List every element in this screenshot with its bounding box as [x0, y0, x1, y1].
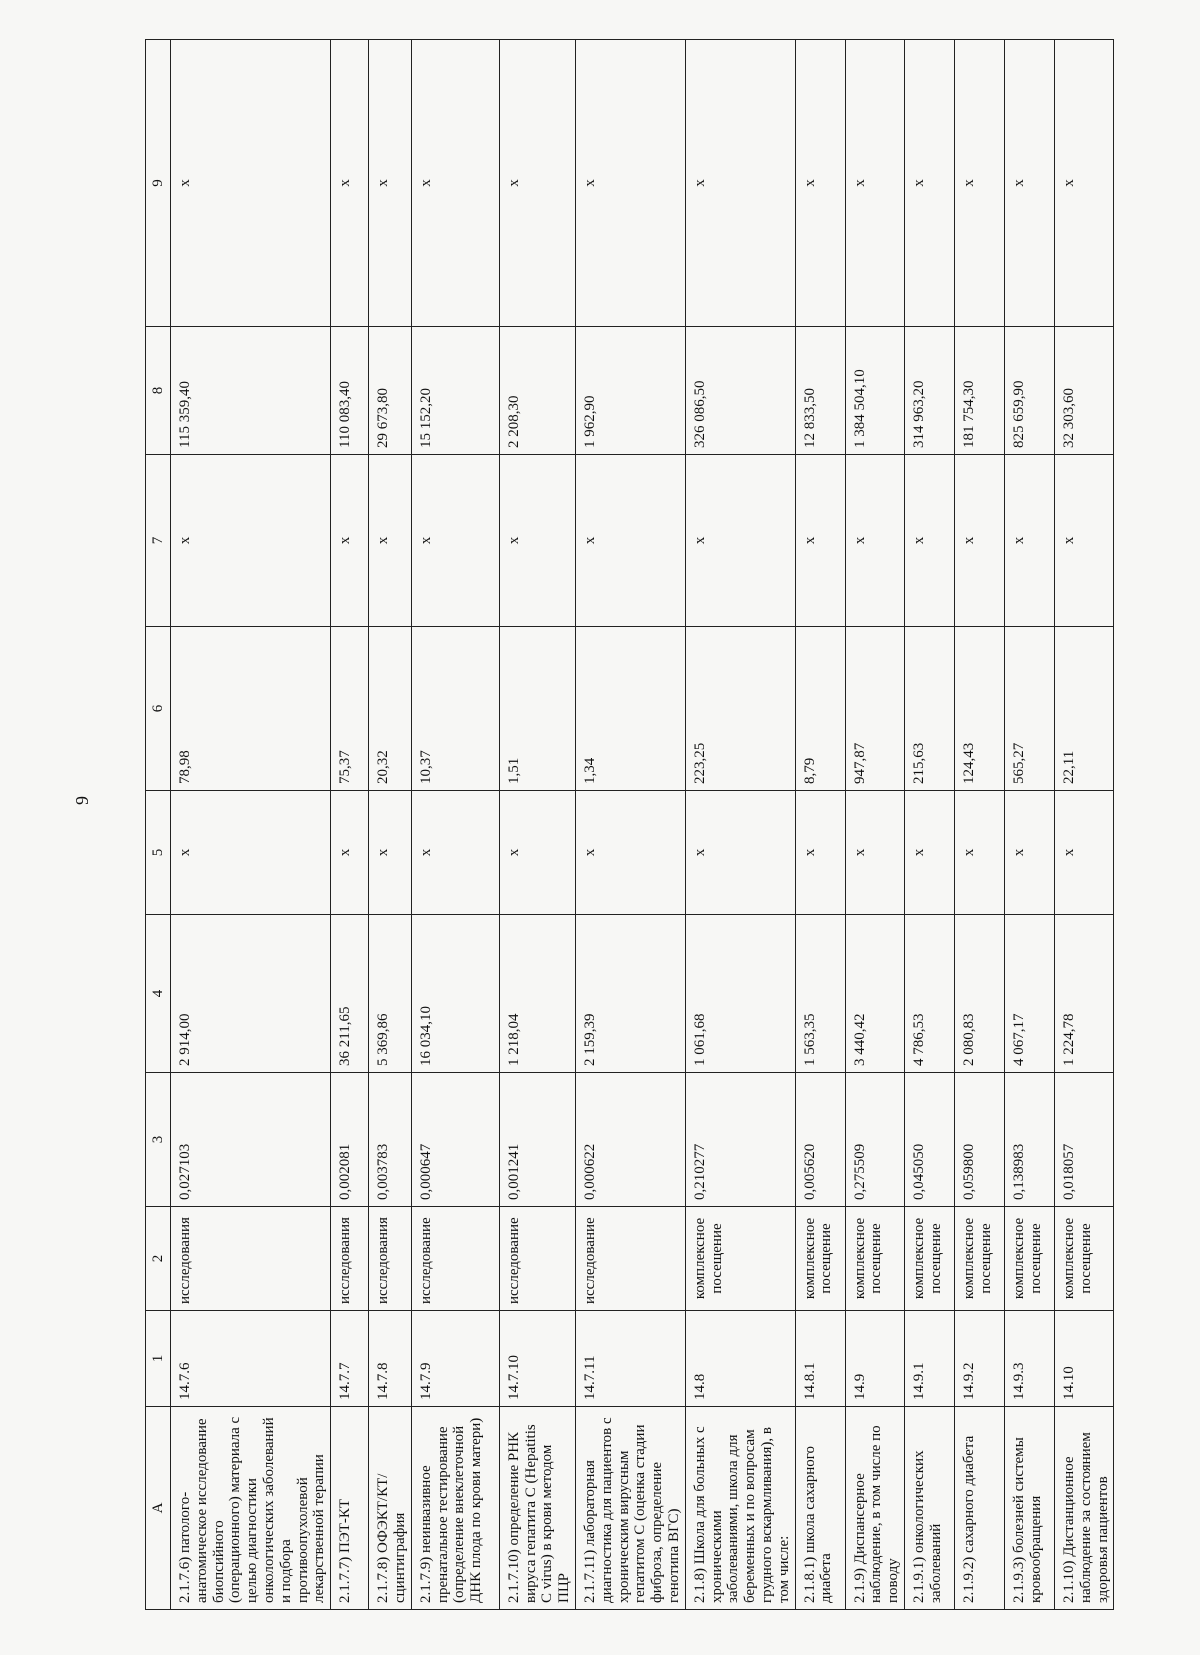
column-header-9: 9	[146, 40, 171, 327]
row-col-6: 124,43	[954, 627, 1004, 791]
row-name: 2.1.9.3) болезней системы кровообращения	[1004, 1407, 1054, 1610]
row-name: 2.1.7.6) патолого-анатомическое исследование биопсийного (операционного) материала с целью диагностики онкологических заболеваний и подбора противоопухолевой лекарственной терапии	[171, 1407, 331, 1610]
row-code: 14.9.2	[954, 1311, 1004, 1407]
row-unit: исследования	[331, 1207, 369, 1311]
table-row	[575, 40, 685, 1610]
row-col-3: 0,210277	[685, 1073, 795, 1207]
column-header-8: 8	[146, 327, 171, 455]
row-unit: комплексное посещение	[1054, 1207, 1113, 1311]
row-col-5: х	[1004, 791, 1054, 915]
row-col-5: х	[904, 791, 954, 915]
row-col-6: 10,37	[411, 627, 499, 791]
row-unit: исследования	[171, 1207, 331, 1311]
row-col-4: 5 369,86	[369, 915, 412, 1073]
row-col-5: х	[685, 791, 795, 915]
row-col-9: х	[499, 40, 575, 327]
row-col-6: 22,11	[1054, 627, 1113, 791]
row-col-9: х	[954, 40, 1004, 327]
row-col-5: х	[331, 791, 369, 915]
row-col-3: 0,045050	[904, 1073, 954, 1207]
row-name: 2.1.10) Дистанционное наблюдение за состоянием здоровья пациентов	[1054, 1407, 1113, 1610]
row-code: 14.7.10	[499, 1311, 575, 1407]
row-col-7: х	[1054, 455, 1113, 627]
row-col-3: 0,003783	[369, 1073, 412, 1207]
row-col-3: 0,001241	[499, 1073, 575, 1207]
row-col-9: х	[685, 40, 795, 327]
row-unit: исследование	[411, 1207, 499, 1311]
row-col-3: 0,000647	[411, 1073, 499, 1207]
row-col-6: 75,37	[331, 627, 369, 791]
column-header-4: 4	[146, 915, 171, 1073]
row-col-3: 0,005620	[795, 1073, 845, 1207]
table-row	[1004, 40, 1054, 1610]
row-col-6: 1,34	[575, 627, 685, 791]
row-code: 14.7.9	[411, 1311, 499, 1407]
row-col-5: х	[845, 791, 904, 915]
row-name: 2.1.7.8) ОФЭКТ/КТ/сцинтиграфия	[369, 1407, 412, 1610]
row-code: 14.7.7	[331, 1311, 369, 1407]
row-col-8: 825 659,90	[1004, 327, 1054, 455]
row-col-8: 2 208,30	[499, 327, 575, 455]
row-col-4: 3 440,42	[845, 915, 904, 1073]
table-row	[411, 40, 499, 1610]
table-body	[171, 40, 1114, 1610]
row-col-7: х	[499, 455, 575, 627]
column-header-6: 6	[146, 627, 171, 791]
row-code: 14.7.11	[575, 1311, 685, 1407]
row-col-7: х	[575, 455, 685, 627]
row-col-8: 1 962,90	[575, 327, 685, 455]
header-row	[146, 40, 171, 1610]
row-col-9: х	[411, 40, 499, 327]
row-col-9: х	[1004, 40, 1054, 327]
table-row	[685, 40, 795, 1610]
table-row	[795, 40, 845, 1610]
row-col-8: 181 754,30	[954, 327, 1004, 455]
row-name: 2.1.7.11) лабораторная диагностика для пациентов с хроническим вирусным гепатитом С (оценка стадии фиброза, определение генотипа ВГС)	[575, 1407, 685, 1610]
row-col-5: х	[499, 791, 575, 915]
row-code: 14.9	[845, 1311, 904, 1407]
row-col-4: 16 034,10	[411, 915, 499, 1073]
row-col-9: х	[845, 40, 904, 327]
row-col-4: 1 218,04	[499, 915, 575, 1073]
row-col-8: 110 083,40	[331, 327, 369, 455]
row-col-4: 4 786,53	[904, 915, 954, 1073]
table-row	[1054, 40, 1113, 1610]
row-col-6: 223,25	[685, 627, 795, 791]
row-col-8: 29 673,80	[369, 327, 412, 455]
row-col-9: х	[331, 40, 369, 327]
row-code: 14.9.1	[904, 1311, 954, 1407]
row-unit: комплексное посещение	[904, 1207, 954, 1311]
table-row	[845, 40, 904, 1610]
row-code: 14.7.6	[171, 1311, 331, 1407]
row-col-9: х	[369, 40, 412, 327]
row-col-3: 0,027103	[171, 1073, 331, 1207]
row-col-3: 0,018057	[1054, 1073, 1113, 1207]
row-col-4: 4 067,17	[1004, 915, 1054, 1073]
row-col-4: 1 563,35	[795, 915, 845, 1073]
row-col-5: х	[575, 791, 685, 915]
row-col-6: 215,63	[904, 627, 954, 791]
row-col-8: 1 384 504,10	[845, 327, 904, 455]
row-code: 14.8.1	[795, 1311, 845, 1407]
row-name: 2.1.7.10) определение РНК вируса гепатита С (Hepatitis C virus) в крови методом ПЦР	[499, 1407, 575, 1610]
row-col-5: х	[411, 791, 499, 915]
row-col-4: 1 061,68	[685, 915, 795, 1073]
row-col-6: 20,32	[369, 627, 412, 791]
row-col-3: 0,059800	[954, 1073, 1004, 1207]
row-unit: комплексное посещение	[795, 1207, 845, 1311]
row-unit: исследование	[499, 1207, 575, 1311]
row-name: 2.1.9.2) сахарного диабета	[954, 1407, 1004, 1610]
row-col-7: х	[845, 455, 904, 627]
row-col-7: х	[171, 455, 331, 627]
row-col-4: 2 159,39	[575, 915, 685, 1073]
table-row	[331, 40, 369, 1610]
column-header-5: 5	[146, 791, 171, 915]
row-col-7: х	[685, 455, 795, 627]
row-col-6: 1,51	[499, 627, 575, 791]
column-header-7: 7	[146, 455, 171, 627]
row-col-9: х	[904, 40, 954, 327]
row-name: 2.1.9) Диспансерное наблюдение, в том числе по поводу	[845, 1407, 904, 1610]
row-code: 14.8	[685, 1311, 795, 1407]
table-row	[171, 40, 331, 1610]
row-name: 2.1.8.1) школа сахарного диабета	[795, 1407, 845, 1610]
row-unit: комплексное посещение	[954, 1207, 1004, 1311]
row-col-7: х	[331, 455, 369, 627]
row-col-7: х	[904, 455, 954, 627]
table-stage	[145, 40, 1111, 1610]
row-col-6: 78,98	[171, 627, 331, 791]
row-col-7: х	[369, 455, 412, 627]
tariff-table	[145, 39, 1114, 1610]
row-col-6: 947,87	[845, 627, 904, 791]
row-col-4: 2 080,83	[954, 915, 1004, 1073]
column-header-2: 2	[146, 1207, 171, 1311]
page-number: 9	[72, 796, 92, 805]
row-unit: комплексное посещение	[845, 1207, 904, 1311]
row-col-3: 0,275509	[845, 1073, 904, 1207]
row-col-9: х	[575, 40, 685, 327]
row-col-9: х	[171, 40, 331, 327]
row-col-6: 8,79	[795, 627, 845, 791]
row-name: 2.1.7.9) неинвазивное пренатальное тестирование (определение внеклеточной ДНК плода по крови матери)	[411, 1407, 499, 1610]
row-name: 2.1.8) Школа для больных с хроническими заболеваниями, школа для беременных и по вопросам грудного вскармливания), в том числе:	[685, 1407, 795, 1610]
row-col-4: 2 914,00	[171, 915, 331, 1073]
row-col-8: 15 152,20	[411, 327, 499, 455]
row-col-7: х	[411, 455, 499, 627]
row-col-7: х	[954, 455, 1004, 627]
row-col-8: 326 086,50	[685, 327, 795, 455]
row-col-5: х	[954, 791, 1004, 915]
row-unit: комплексное посещение	[1004, 1207, 1054, 1311]
row-unit: комплексное посещение	[685, 1207, 795, 1311]
table-row	[369, 40, 412, 1610]
table-row	[954, 40, 1004, 1610]
row-code: 14.9.3	[1004, 1311, 1054, 1407]
row-name: 2.1.7.7) ПЭТ-КТ	[331, 1407, 369, 1610]
row-col-5: х	[795, 791, 845, 915]
row-unit: исследование	[575, 1207, 685, 1311]
table-row	[499, 40, 575, 1610]
row-col-4: 36 211,65	[331, 915, 369, 1073]
row-col-9: х	[795, 40, 845, 327]
row-col-5: х	[1054, 791, 1113, 915]
column-header-1: 1	[146, 1311, 171, 1407]
table-row	[904, 40, 954, 1610]
row-col-6: 565,27	[1004, 627, 1054, 791]
row-col-7: х	[1004, 455, 1054, 627]
column-header-0: А	[146, 1407, 171, 1610]
row-col-8: 115 359,40	[171, 327, 331, 455]
row-code: 14.10	[1054, 1311, 1113, 1407]
row-col-5: х	[369, 791, 412, 915]
row-col-8: 314 963,20	[904, 327, 954, 455]
row-unit: исследования	[369, 1207, 412, 1311]
row-col-8: 32 303,60	[1054, 327, 1113, 455]
row-col-4: 1 224,78	[1054, 915, 1113, 1073]
row-col-3: 0,002081	[331, 1073, 369, 1207]
row-col-9: х	[1054, 40, 1113, 327]
row-code: 14.7.8	[369, 1311, 412, 1407]
row-col-5: х	[171, 791, 331, 915]
column-header-3: 3	[146, 1073, 171, 1207]
row-col-3: 0,000622	[575, 1073, 685, 1207]
row-col-7: х	[795, 455, 845, 627]
row-name: 2.1.9.1) онкологических заболеваний	[904, 1407, 954, 1610]
row-col-3: 0,138983	[1004, 1073, 1054, 1207]
row-col-8: 12 833,50	[795, 327, 845, 455]
